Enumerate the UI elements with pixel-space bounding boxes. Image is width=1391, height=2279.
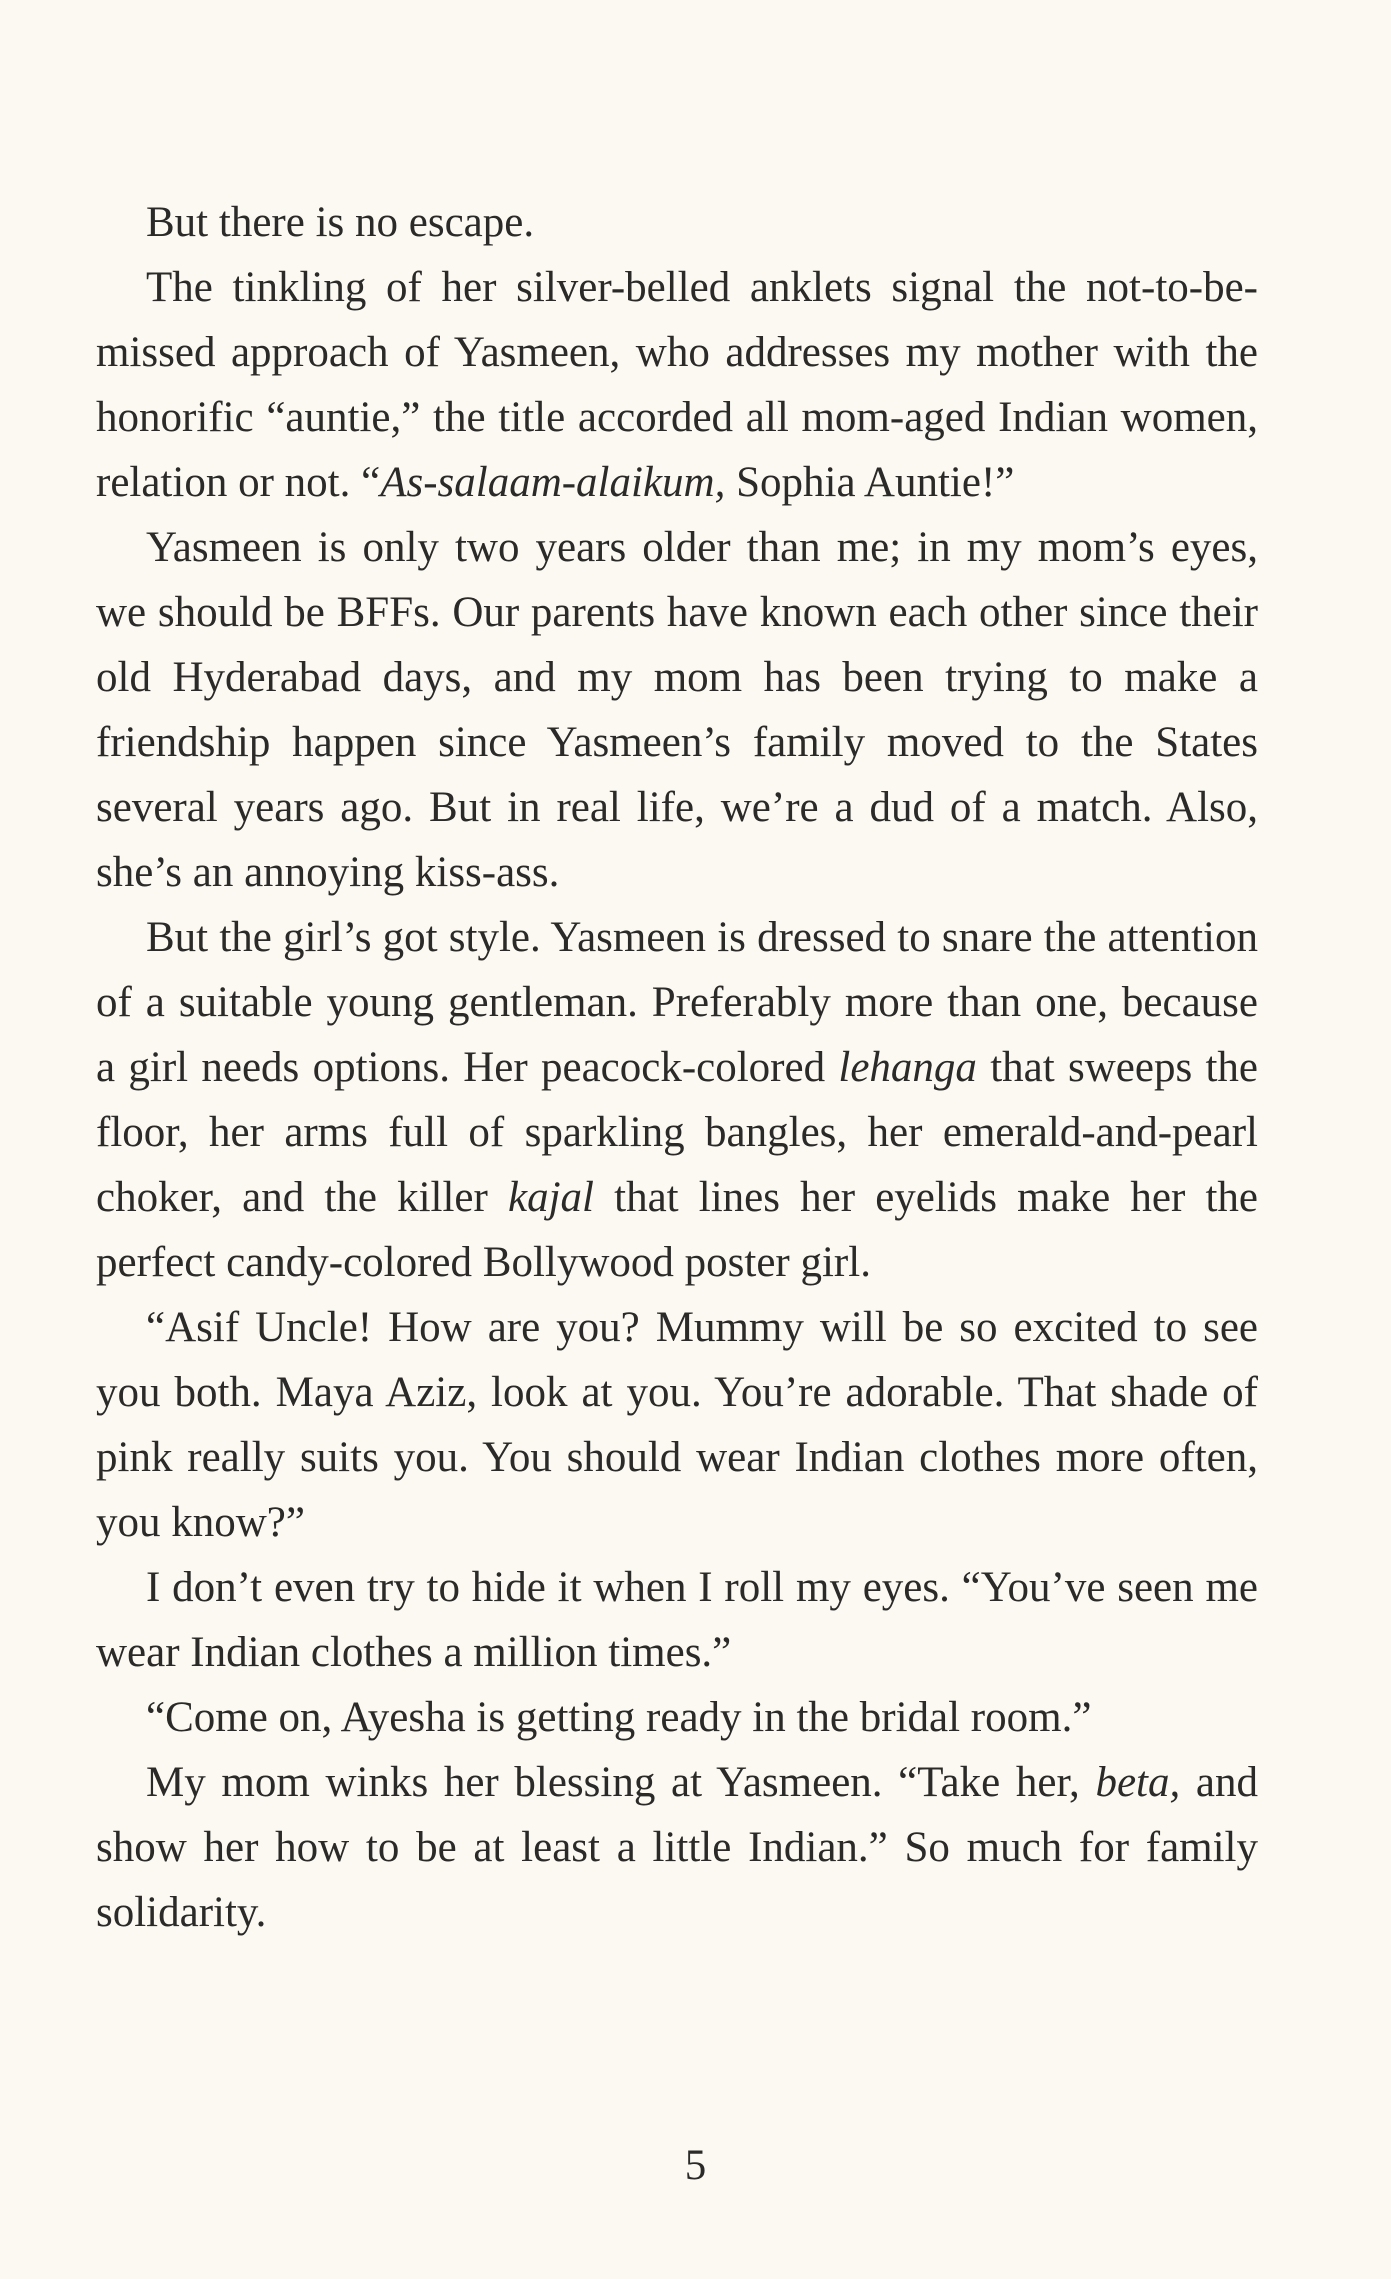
paragraph-2: [96, 255, 1258, 515]
paragraph-4: [96, 905, 1258, 1295]
italic-lehanga: lehanga: [838, 1044, 977, 1091]
text-run: that sweeps the floor, her arms full of sparkling bangles, her emerald-and-pearl choker, and the killer: [96, 1044, 1259, 1221]
text-run: But the girl’s got style. Yasmeen is dressed to snare the attention of a suitable young gentleman. Preferably more than one, because a girl needs options. Her peacock-colored: [96, 914, 1258, 1091]
text-run: “Come on, Ayesha is getting ready in the bridal room.”: [146, 1694, 1092, 1741]
text-run: I don’t even try to hide it when I roll my eyes. “You’ve seen me wear Indian clothes a million times.”: [96, 1564, 1258, 1676]
text-run: Yasmeen is only two years older than me; in my mom’s eyes, we should be BFFs. Our parents have known each other since their old Hyderabad days, and my mom has been trying to make a friendship happen since Yasmeen’s family moved to the States several years ago. But in real life, we’re a dud of a match. Also, she’s an annoying kiss-ass.: [96, 524, 1258, 896]
text-run: The tinkling of her silver-belled anklets signal the not-to-be-missed approach of Yasmeen, who addresses my mother with the honorific “auntie,” the title accorded all mom-aged Indian women, relation or not. “: [96, 264, 1258, 506]
text-run: and show her how to be at least a little Indian.” So much for family solidarity.: [96, 1759, 1258, 1936]
paragraph-6: [96, 1555, 1258, 1685]
text-run: But there is no escape.: [146, 199, 535, 246]
text-run: “Asif Uncle! How are you? Mummy will be so excited to see you both. Maya Aziz, look at you. You’re adorable. That shade of pink really suits you. You should wear Indian clothes more often, you know?”: [96, 1304, 1258, 1546]
text-run: Sophia Auntie!”: [725, 459, 1015, 506]
italic-kajal: kajal: [508, 1174, 594, 1221]
italic-greeting: As-salaam-alaikum,: [380, 459, 726, 506]
text-run: that lines her eyelids make her the perfect candy-colored Bollywood poster girl.: [96, 1174, 1258, 1286]
italic-beta: beta,: [1095, 1759, 1181, 1806]
paragraph-7: [96, 1685, 1258, 1750]
paragraph-1: [96, 190, 1258, 255]
paragraph-5: [96, 1295, 1258, 1555]
page-body: [96, 190, 1258, 1945]
page-number: 5: [684, 2142, 707, 2189]
paragraph-8: [96, 1750, 1258, 1945]
text-run: My mom winks her blessing at Yasmeen. “Take her,: [146, 1759, 1096, 1806]
paragraph-3: [96, 515, 1258, 905]
